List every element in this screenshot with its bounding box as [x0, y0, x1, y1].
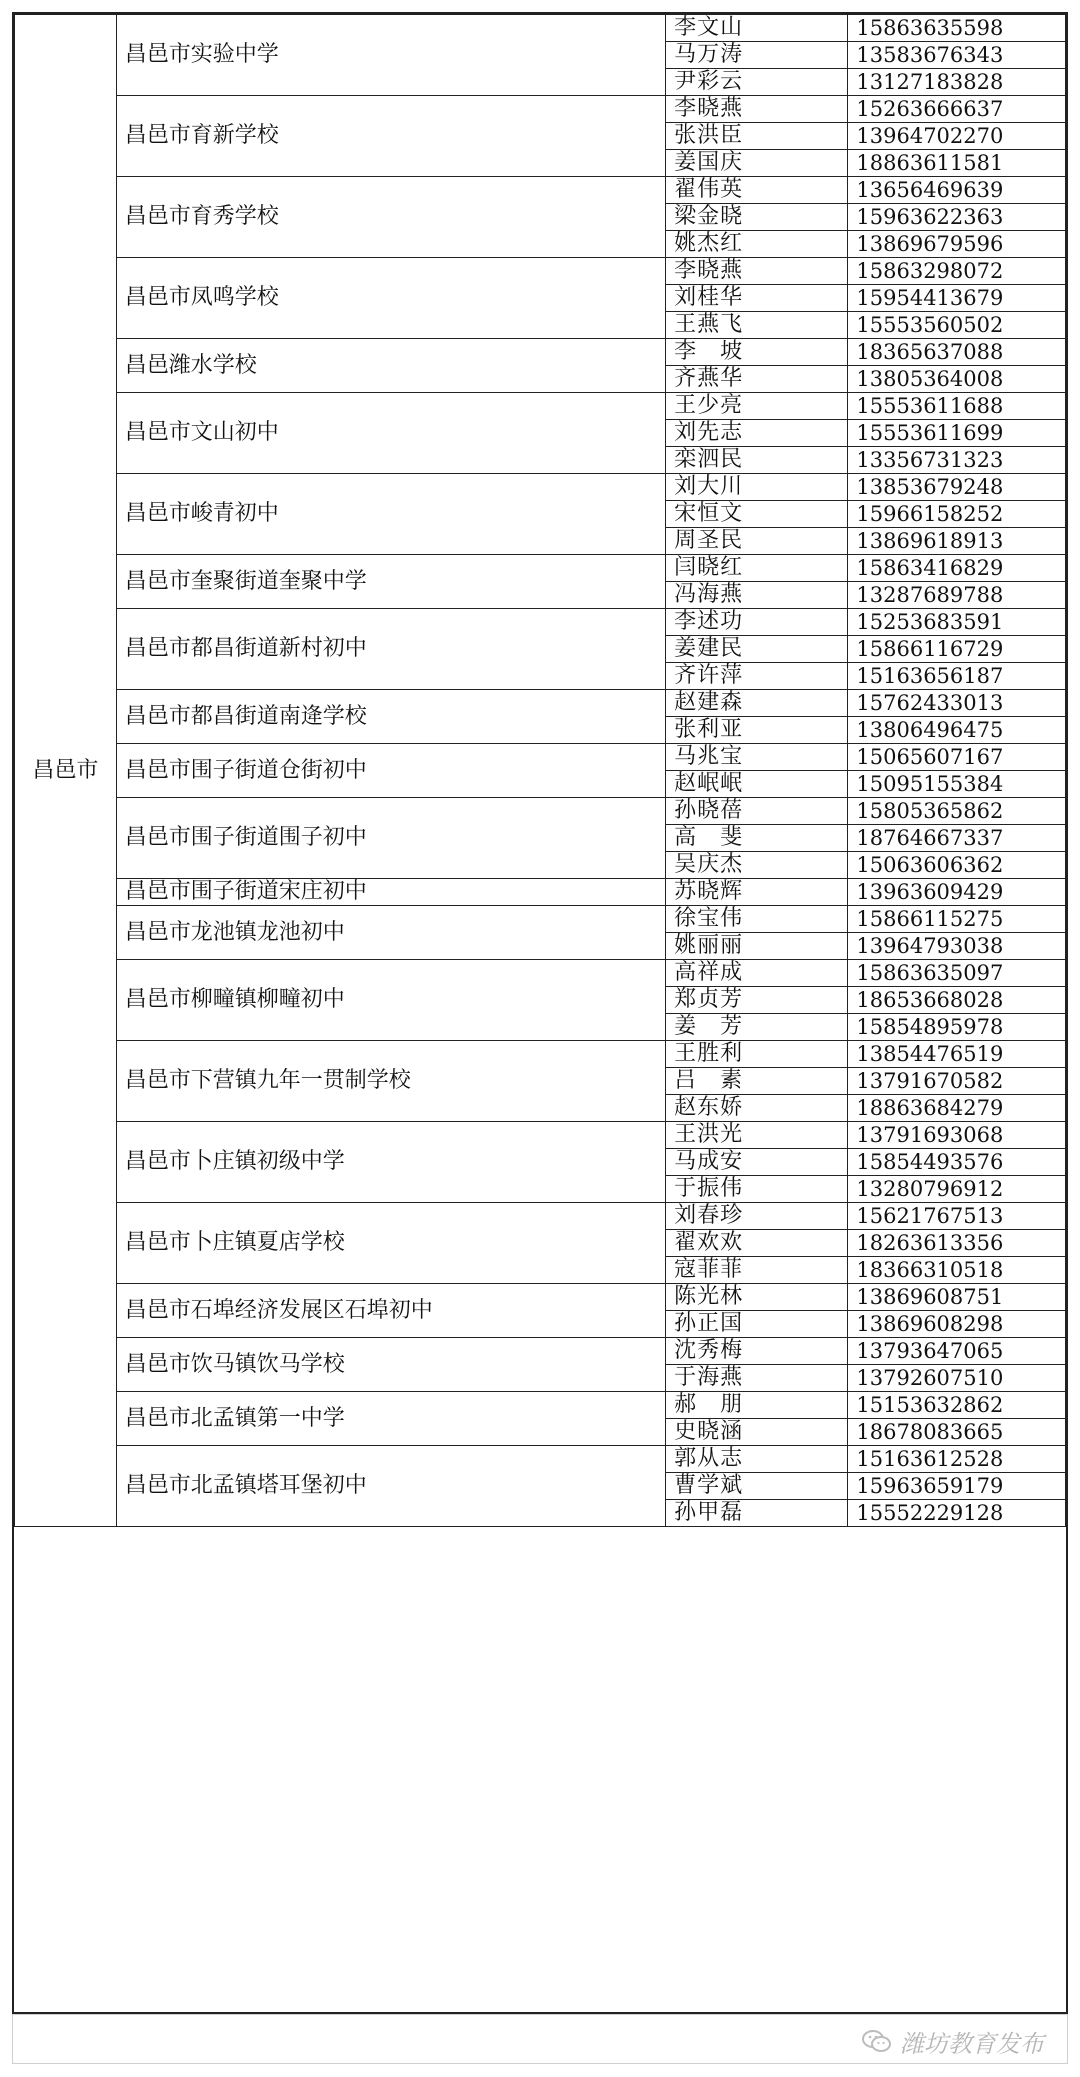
- contact-name-cell: 郑贞芳: [666, 987, 848, 1014]
- school-name-cell: 昌邑市北孟镇第一中学: [116, 1392, 665, 1446]
- contact-name-cell: 史晓涵: [666, 1419, 848, 1446]
- contact-phone-cell: 15863416829: [848, 555, 1066, 582]
- wechat-icon: [862, 2029, 892, 2055]
- school-name-cell: 昌邑市卜庄镇夏店学校: [116, 1203, 665, 1284]
- table-row: [15, 96, 1066, 123]
- contact-name-cell: 李述功: [666, 609, 848, 636]
- table-row: [15, 1284, 1066, 1311]
- contact-name-cell: 王胜利: [666, 1041, 848, 1068]
- table-row: [15, 15, 1066, 42]
- school-name-cell: 昌邑市都昌街道新村初中: [116, 609, 665, 690]
- contact-phone-cell: 15854493576: [848, 1149, 1066, 1176]
- contact-name-cell: 高祥成: [666, 960, 848, 987]
- contact-phone-cell: 18863611581: [848, 150, 1066, 177]
- contact-phone-cell: 13869679596: [848, 231, 1066, 258]
- school-name-cell: 昌邑市育新学校: [116, 96, 665, 177]
- contact-phone-cell: 13964702270: [848, 123, 1066, 150]
- contact-name-cell: 马万涛: [666, 42, 848, 69]
- contact-sheet: [12, 12, 1068, 2014]
- contact-phone-cell: 13793647065: [848, 1338, 1066, 1365]
- contact-phone-cell: 15863635598: [848, 15, 1066, 42]
- school-name-cell: 昌邑市都昌街道南逄学校: [116, 690, 665, 744]
- table-row: [15, 1338, 1066, 1365]
- contact-phone-cell: 15163612528: [848, 1446, 1066, 1473]
- contact-phone-cell: 15954413679: [848, 285, 1066, 312]
- school-name-cell: 昌邑市卜庄镇初级中学: [116, 1122, 665, 1203]
- contact-phone-cell: 13127183828: [848, 69, 1066, 96]
- school-name-cell: 昌邑市石埠经济发展区石埠初中: [116, 1284, 665, 1338]
- table-row: [15, 879, 1066, 906]
- contact-name-cell: 刘春珍: [666, 1203, 848, 1230]
- contact-name-cell: 姚杰红: [666, 231, 848, 258]
- contact-phone-cell: 13964793038: [848, 933, 1066, 960]
- contact-phone-cell: 15863298072: [848, 258, 1066, 285]
- school-name-cell: 昌邑市实验中学: [116, 15, 665, 96]
- contact-name-cell: 翟伟英: [666, 177, 848, 204]
- contact-phone-cell: 15966158252: [848, 501, 1066, 528]
- contact-phone-cell: 13963609429: [848, 879, 1066, 906]
- contact-phone-cell: 15552229128: [848, 1500, 1066, 1527]
- contact-name-cell: 高 斐: [666, 825, 848, 852]
- table-row: [15, 474, 1066, 501]
- school-name-cell: 昌邑市凤鸣学校: [116, 258, 665, 339]
- contact-name-cell: 张利亚: [666, 717, 848, 744]
- contact-phone-cell: 15553611699: [848, 420, 1066, 447]
- contact-phone-cell: 13869608298: [848, 1311, 1066, 1338]
- contact-name-cell: 姜 芳: [666, 1014, 848, 1041]
- contact-name-cell: 于海燕: [666, 1365, 848, 1392]
- contact-phone-cell: 15253683591: [848, 609, 1066, 636]
- table-row: [15, 1392, 1066, 1419]
- contact-name-cell: 李晓燕: [666, 96, 848, 123]
- table-row: [15, 339, 1066, 366]
- table-row: [15, 1122, 1066, 1149]
- contact-name-cell: 曹学斌: [666, 1473, 848, 1500]
- school-contact-table: [14, 14, 1066, 1527]
- contact-name-cell: 赵岷岷: [666, 771, 848, 798]
- contact-phone-cell: 15866116729: [848, 636, 1066, 663]
- school-name-cell: 昌邑市龙池镇龙池初中: [116, 906, 665, 960]
- contact-name-cell: 张洪臣: [666, 123, 848, 150]
- contact-phone-cell: 13791670582: [848, 1068, 1066, 1095]
- contact-name-cell: 吕 素: [666, 1068, 848, 1095]
- contact-phone-cell: 18263613356: [848, 1230, 1066, 1257]
- contact-phone-cell: 13280796912: [848, 1176, 1066, 1203]
- contact-phone-cell: 15863635097: [848, 960, 1066, 987]
- contact-name-cell: 郭从志: [666, 1446, 848, 1473]
- table-row: [15, 960, 1066, 987]
- contact-name-cell: 徐宝伟: [666, 906, 848, 933]
- contact-name-cell: 赵建森: [666, 690, 848, 717]
- contact-phone-cell: 18653668028: [848, 987, 1066, 1014]
- school-name-cell: 昌邑市下营镇九年一贯制学校: [116, 1041, 665, 1122]
- contact-name-cell: 沈秀梅: [666, 1338, 848, 1365]
- table-row: [15, 744, 1066, 771]
- contact-phone-cell: 13792607510: [848, 1365, 1066, 1392]
- contact-phone-cell: 15553611688: [848, 393, 1066, 420]
- contact-name-cell: 刘大川: [666, 474, 848, 501]
- contact-phone-cell: 13805364008: [848, 366, 1066, 393]
- watermark: [862, 2024, 1044, 2059]
- contact-phone-cell: 15866115275: [848, 906, 1066, 933]
- contact-phone-cell: 18764667337: [848, 825, 1066, 852]
- contact-name-cell: 翟欢欢: [666, 1230, 848, 1257]
- contact-name-cell: 栾泗民: [666, 447, 848, 474]
- table-row: [15, 798, 1066, 825]
- contact-name-cell: 孙正国: [666, 1311, 848, 1338]
- contact-name-cell: 闫晓红: [666, 555, 848, 582]
- table-row: [15, 609, 1066, 636]
- school-name-cell: 昌邑市围子街道宋庄初中: [116, 879, 665, 906]
- contact-phone-cell: 15854895978: [848, 1014, 1066, 1041]
- contact-phone-cell: 15762433013: [848, 690, 1066, 717]
- contact-phone-cell: 13791693068: [848, 1122, 1066, 1149]
- school-name-cell: 昌邑市文山初中: [116, 393, 665, 474]
- contact-phone-cell: 15163656187: [848, 663, 1066, 690]
- contact-name-cell: 吴庆杰: [666, 852, 848, 879]
- contact-phone-cell: 15263666637: [848, 96, 1066, 123]
- contact-name-cell: 李 坡: [666, 339, 848, 366]
- school-name-cell: 昌邑市奎聚街道奎聚中学: [116, 555, 665, 609]
- contact-name-cell: 周圣民: [666, 528, 848, 555]
- contact-phone-cell: 13853679248: [848, 474, 1066, 501]
- contact-phone-cell: 15095155384: [848, 771, 1066, 798]
- contact-name-cell: 王少亮: [666, 393, 848, 420]
- table-row: [15, 1203, 1066, 1230]
- contact-phone-cell: 15963659179: [848, 1473, 1066, 1500]
- contact-phone-cell: 18863684279: [848, 1095, 1066, 1122]
- school-name-cell: 昌邑市饮马镇饮马学校: [116, 1338, 665, 1392]
- contact-name-cell: 姚丽丽: [666, 933, 848, 960]
- table-row: [15, 177, 1066, 204]
- contact-name-cell: 李晓燕: [666, 258, 848, 285]
- contact-name-cell: 陈光林: [666, 1284, 848, 1311]
- table-row: [15, 1446, 1066, 1473]
- contact-name-cell: 王洪光: [666, 1122, 848, 1149]
- contact-name-cell: 刘先志: [666, 420, 848, 447]
- contact-phone-cell: 18365637088: [848, 339, 1066, 366]
- school-name-cell: 昌邑潍水学校: [116, 339, 665, 393]
- contact-name-cell: 李文山: [666, 15, 848, 42]
- contact-phone-cell: 13869618913: [848, 528, 1066, 555]
- contact-name-cell: 王燕飞: [666, 312, 848, 339]
- contact-phone-cell: 15065607167: [848, 744, 1066, 771]
- contact-phone-cell: 13583676343: [848, 42, 1066, 69]
- contact-phone-cell: 13854476519: [848, 1041, 1066, 1068]
- contact-name-cell: 姜建民: [666, 636, 848, 663]
- contact-name-cell: 于振伟: [666, 1176, 848, 1203]
- contact-name-cell: 刘桂华: [666, 285, 848, 312]
- contact-phone-cell: 13287689788: [848, 582, 1066, 609]
- contact-name-cell: 尹彩云: [666, 69, 848, 96]
- school-name-cell: 昌邑市围子街道围子初中: [116, 798, 665, 879]
- contact-name-cell: 寇菲菲: [666, 1257, 848, 1284]
- contact-name-cell: 姜国庆: [666, 150, 848, 177]
- watermark-text: 潍坊教育发布: [900, 2030, 1044, 2058]
- contact-phone-cell: 15805365862: [848, 798, 1066, 825]
- contact-name-cell: 孙甲磊: [666, 1500, 848, 1527]
- contact-name-cell: 梁金晓: [666, 204, 848, 231]
- school-name-cell: 昌邑市柳疃镇柳疃初中: [116, 960, 665, 1041]
- table-row: [15, 690, 1066, 717]
- contact-phone-cell: 13869608751: [848, 1284, 1066, 1311]
- school-name-cell: 昌邑市围子街道仓街初中: [116, 744, 665, 798]
- contact-phone-cell: 18678083665: [848, 1419, 1066, 1446]
- contact-name-cell: 宋恒文: [666, 501, 848, 528]
- contact-phone-cell: 15963622363: [848, 204, 1066, 231]
- contact-name-cell: 赵东娇: [666, 1095, 848, 1122]
- contact-name-cell: 郝 朋: [666, 1392, 848, 1419]
- school-name-cell: 昌邑市北孟镇塔耳堡初中: [116, 1446, 665, 1527]
- table-row: [15, 393, 1066, 420]
- contact-phone-cell: 13806496475: [848, 717, 1066, 744]
- city-cell: 昌邑市: [15, 15, 117, 1527]
- contact-name-cell: 齐燕华: [666, 366, 848, 393]
- contact-name-cell: 冯海燕: [666, 582, 848, 609]
- school-name-cell: 昌邑市育秀学校: [116, 177, 665, 258]
- contact-phone-cell: 15553560502: [848, 312, 1066, 339]
- table-row: [15, 258, 1066, 285]
- table-row: [15, 555, 1066, 582]
- table-row: [15, 1041, 1066, 1068]
- contact-phone-cell: 15153632862: [848, 1392, 1066, 1419]
- contact-phone-cell: 15621767513: [848, 1203, 1066, 1230]
- contact-phone-cell: 13656469639: [848, 177, 1066, 204]
- contact-name-cell: 马兆宝: [666, 744, 848, 771]
- contact-name-cell: 孙晓蓓: [666, 798, 848, 825]
- table-row: [15, 906, 1066, 933]
- contact-name-cell: 苏晓辉: [666, 879, 848, 906]
- contact-name-cell: 马成安: [666, 1149, 848, 1176]
- contact-name-cell: 齐许萍: [666, 663, 848, 690]
- contact-phone-cell: 13356731323: [848, 447, 1066, 474]
- contact-phone-cell: 18366310518: [848, 1257, 1066, 1284]
- contact-phone-cell: 15063606362: [848, 852, 1066, 879]
- school-name-cell: 昌邑市峻青初中: [116, 474, 665, 555]
